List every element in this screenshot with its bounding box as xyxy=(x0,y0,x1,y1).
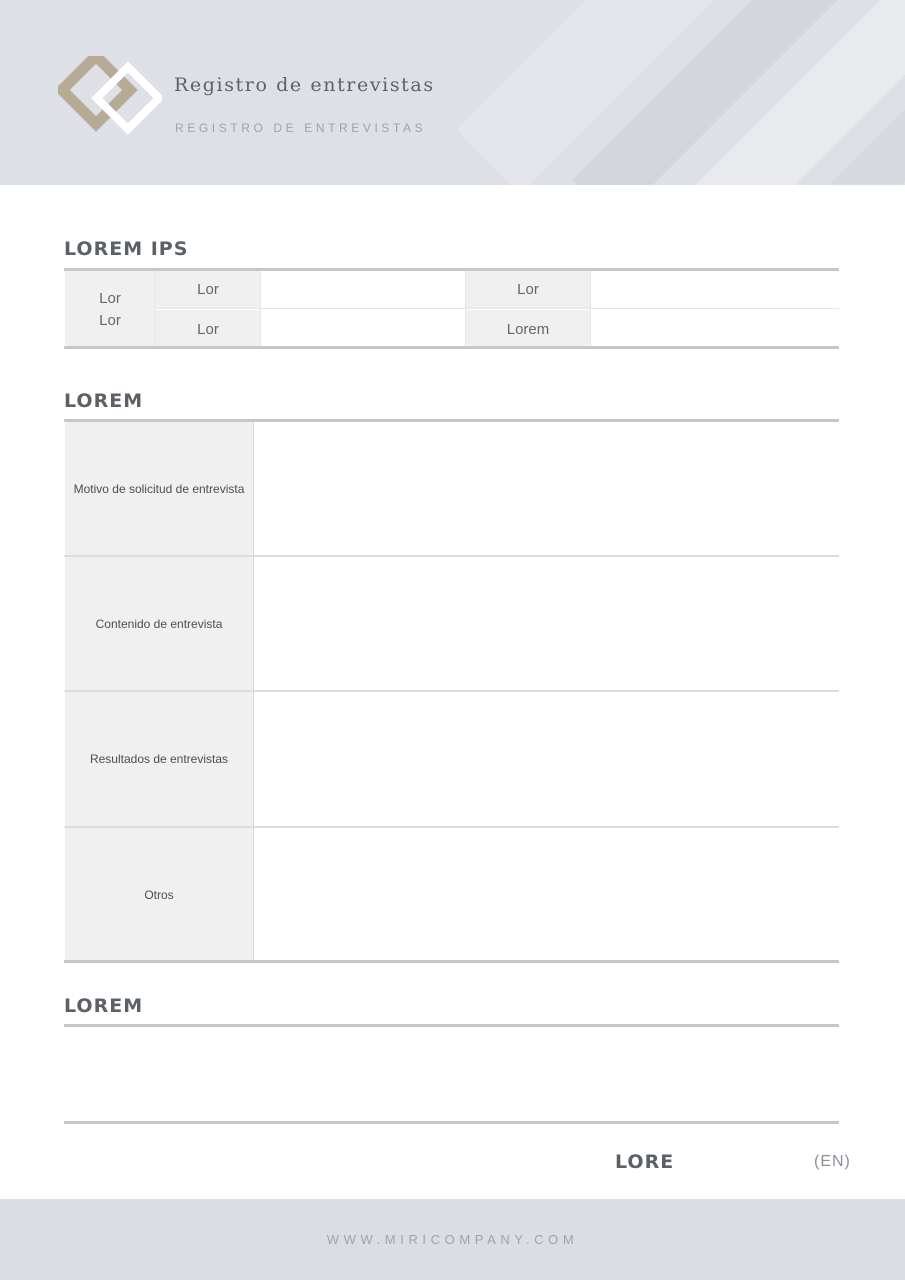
row-value-contenido[interactable] xyxy=(254,557,839,690)
group-label-line: Lor xyxy=(99,311,121,329)
field-label: Lor xyxy=(156,310,260,348)
section-title-details: LOREM xyxy=(64,390,144,412)
grid-line xyxy=(260,271,261,348)
section-rule xyxy=(64,960,839,963)
row-label-motivo: Motivo de solicitud de entrevista xyxy=(65,422,253,555)
section-rule xyxy=(64,1121,839,1124)
row-label-resultados: Resultados de entrevistas xyxy=(65,692,253,826)
document-title: Registro de entrevistas xyxy=(174,74,435,96)
section-title-info: LOREM IPS xyxy=(64,238,189,260)
group-label-line: Lor xyxy=(99,289,121,307)
footer-banner xyxy=(0,1199,905,1280)
header-banner xyxy=(0,0,905,185)
interview-table xyxy=(64,422,839,962)
group-label-cell xyxy=(65,271,155,348)
company-logo-icon xyxy=(58,56,162,142)
section-rule xyxy=(64,1024,839,1027)
field-label: Lor xyxy=(466,271,590,308)
field-value-input[interactable] xyxy=(591,271,839,308)
field-value-input[interactable] xyxy=(261,271,465,308)
notes-area[interactable] xyxy=(64,1028,839,1120)
field-value-input[interactable] xyxy=(261,310,465,348)
row-value-motivo[interactable] xyxy=(254,422,839,555)
field-value-input[interactable] xyxy=(591,310,839,348)
grid-line xyxy=(465,271,466,348)
section-rule xyxy=(64,346,839,349)
footer-url: WWW.MIRICOMPANY.COM xyxy=(326,1232,579,1247)
signature-suffix: (EN) xyxy=(814,1153,851,1170)
row-value-otros[interactable] xyxy=(254,828,839,962)
signature-label: LORE xyxy=(615,1151,675,1173)
row-value-resultados[interactable] xyxy=(254,692,839,826)
info-table xyxy=(64,271,839,348)
section-title-notes: LOREM xyxy=(64,995,144,1017)
row-label-contenido: Contenido de entrevista xyxy=(65,557,253,690)
grid-line xyxy=(156,308,839,309)
field-label: Lorem xyxy=(466,310,590,348)
document-subtitle: REGISTRO DE ENTREVISTAS xyxy=(175,121,427,135)
grid-line xyxy=(590,271,591,348)
grid-line xyxy=(155,271,156,348)
row-label-otros: Otros xyxy=(65,828,253,962)
field-label: Lor xyxy=(156,271,260,308)
